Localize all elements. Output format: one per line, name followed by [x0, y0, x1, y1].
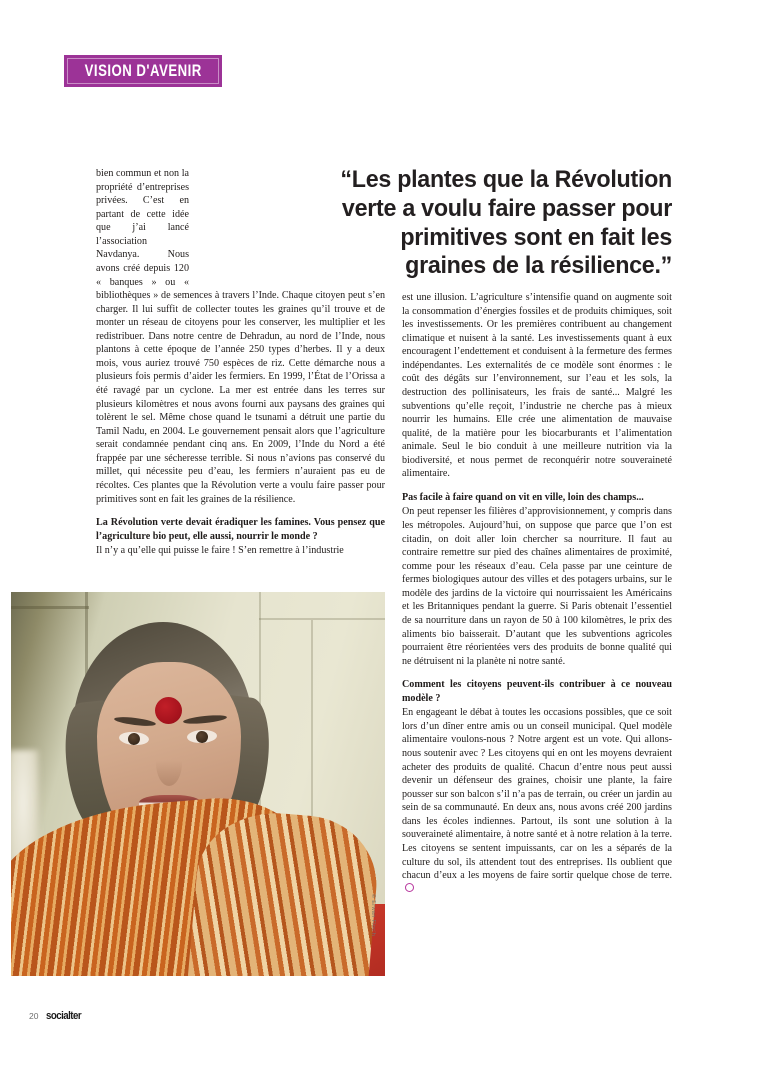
right-question-3: Comment les citoyens peuvent-ils contribuer à ce nouveau modèle ? [402, 679, 672, 704]
page-footer [29, 1010, 86, 1022]
right-answer-3-text: En engageant le débat à toutes les occasions possibles, que ce soit lors d’un dîner entre amis ou un conseil municipal. Quel modèle alimentaire voulons-nous ? Notre argent est un vote. Qui allons-nous soutenir avec ? Les citoyens qui en ont les moyens devraient acheter des produits de qualité. Chacun d’entre nous peut aussi devenir un défenseur des graines, choisir une plante, la faire pousser sur son balcon s’il n’a pas de terrain, ou créer un jardin au sein de sa communauté. En deux ans, nous avons créé 200 jardins dans les écoles indiennes. Partout, ils sont une solution à la souveraineté alimentaire, à notre santé et à notre relation à la terre. Les citoyens se sentent impuissants, car on les a séparés de la culture du sol, ils attendent tout des entreprises. Ils oublient que chacun d’eux a les moyens de faire sortir quelque chose de terre. [402, 707, 672, 882]
section-banner-label: VISION D'AVENIR [84, 61, 202, 80]
portrait-photo [11, 592, 385, 976]
right-answer-3 [402, 706, 672, 896]
left-paragraph-1: bien commun et non la propriété d’entreprises privées. C’est en partant de cette idée que j’ai lancé l’association Navdanya. Nous avons créé depuis 120 « banques » ou « bibliothèques » de semences à travers l’Inde. Chaque citoyen peut s’en charger. Il lui suffit de collecter toutes les graines qu’il trouve et de monter un réseau de citoyens pour les conserver, les multiplier et les redistribuer. Dans notre centre de Dehradun, au nord de l’Inde, nous plantons à cette époque de l’année 250 types d’herbes. Il y a deux mois, vous auriez trouvé 750 espèces de riz. Cette démarche nous a plusieurs fois permis d’aider les fermiers. En 1999, l’État de l’Orissa a été ravagé par un cyclone. La mer est entrée dans les terres sur plusieurs kilomètres et nous avons fourni aux paysans des graines qui tolèrent le sel. Même chose quand le tsunami a détruit une partie du Tamil Nadu, en 2004. Le gouvernement pensait alors que l’agriculture serait condamnée pendant cinq ans. En 2009, l’Inde du Nord a été frappée par une sécheresse terrible. Si nous n’avions pas conservé du millet, qui nécessite peu d’eau, les fermiers n’auraient pas eu de récoltes. Ces plantes que la Révolution verte a voulu faire passer pour primitives sont en fait les graines de la résilience. [96, 168, 385, 505]
nose [156, 740, 182, 786]
wall-panel-line [259, 618, 385, 620]
page-number: 20 [29, 1011, 39, 1021]
right-answer-2: On peut repenser les filières d’approvisionnement, y compris dans les métropoles. Aujourd’hui, on suppose que parce que l’on est citadin, on doit aller loin chercher sa nourriture. Il faut au contraire remettre sur pied des chaînes alimentaires de proximité, comme pour les réseaux d’eau. Cela passe par une ceinture de fermes biologiques autour des villes et des potagers urbains, sur le modèle des jardins de la victoire qui nourrissaient les Américains et les Britanniques pendant la guerre. Si Paris obtenait l’essentiel de sa nourriture dans un rayon de 50 à 100 kilomètres, le prix des aliments bio baisserait. D’autant que les subventions agricoles pourraient être réorientées vers des produits de bonne qualité qui ne détruisent ni la planète ni notre santé. [402, 506, 672, 667]
pull-quote-wrap-spacer [189, 167, 385, 287]
section-banner [64, 55, 222, 87]
wall-panel-line [11, 606, 89, 609]
article-right-column [402, 291, 672, 896]
article-left-column [96, 167, 385, 558]
pull-quote: “Les plantes que la Révolution verte a voulu faire passer pour primitives sont en fait les graines de la résilience.” [340, 166, 672, 280]
iris-left [128, 733, 141, 746]
right-question-2: Pas facile à faire quand on vit en ville, loin des champs... [402, 491, 644, 503]
left-question-1: La Révolution verte devait éradiquer les famines. Vous pensez que l’agriculture bio peut, elle aussi, nourrir le monde ? [96, 517, 385, 542]
bindi-mark [155, 697, 182, 724]
left-answer-1-start: Il n’y a qu’elle qui puisse le faire ! S’en remettre à l’industrie [96, 545, 344, 557]
end-mark-icon [405, 883, 414, 892]
iris-right [196, 731, 209, 744]
magazine-logo: socialter [46, 1010, 82, 1022]
right-paragraph-1: est une illusion. L’agriculture s’intensifie quand on augmente soit la consommation d’énergies fossiles et de produits chimiques, soit les investissements. Or les premières contribuent au changement climatique et nuisent à la santé. Les investissements quant à eux encouragent l’endettement et conduisent à la fermeture des fermes indépendantes. Les externalités de ce modèle sont énormes : le coût des dégâts sur l’environnement, sur l’eau et les sols, la destruction des pollinisateurs, les frais de santé... Malgré les subventions qu’elle reçoit, l’industrie ne cherche pas à mieux nourrir les humains. Elle crée une alimentation de mauvaise qualité, de la matière pour les biocarburants et l’alimentation animale. Seul le bio conduit à une meilleure nutrition via la biodiversité, et nous permet de reconquérir notre souveraineté alimentaire. [402, 292, 672, 480]
photo-credit: © Erwan Floc’h [370, 894, 376, 937]
